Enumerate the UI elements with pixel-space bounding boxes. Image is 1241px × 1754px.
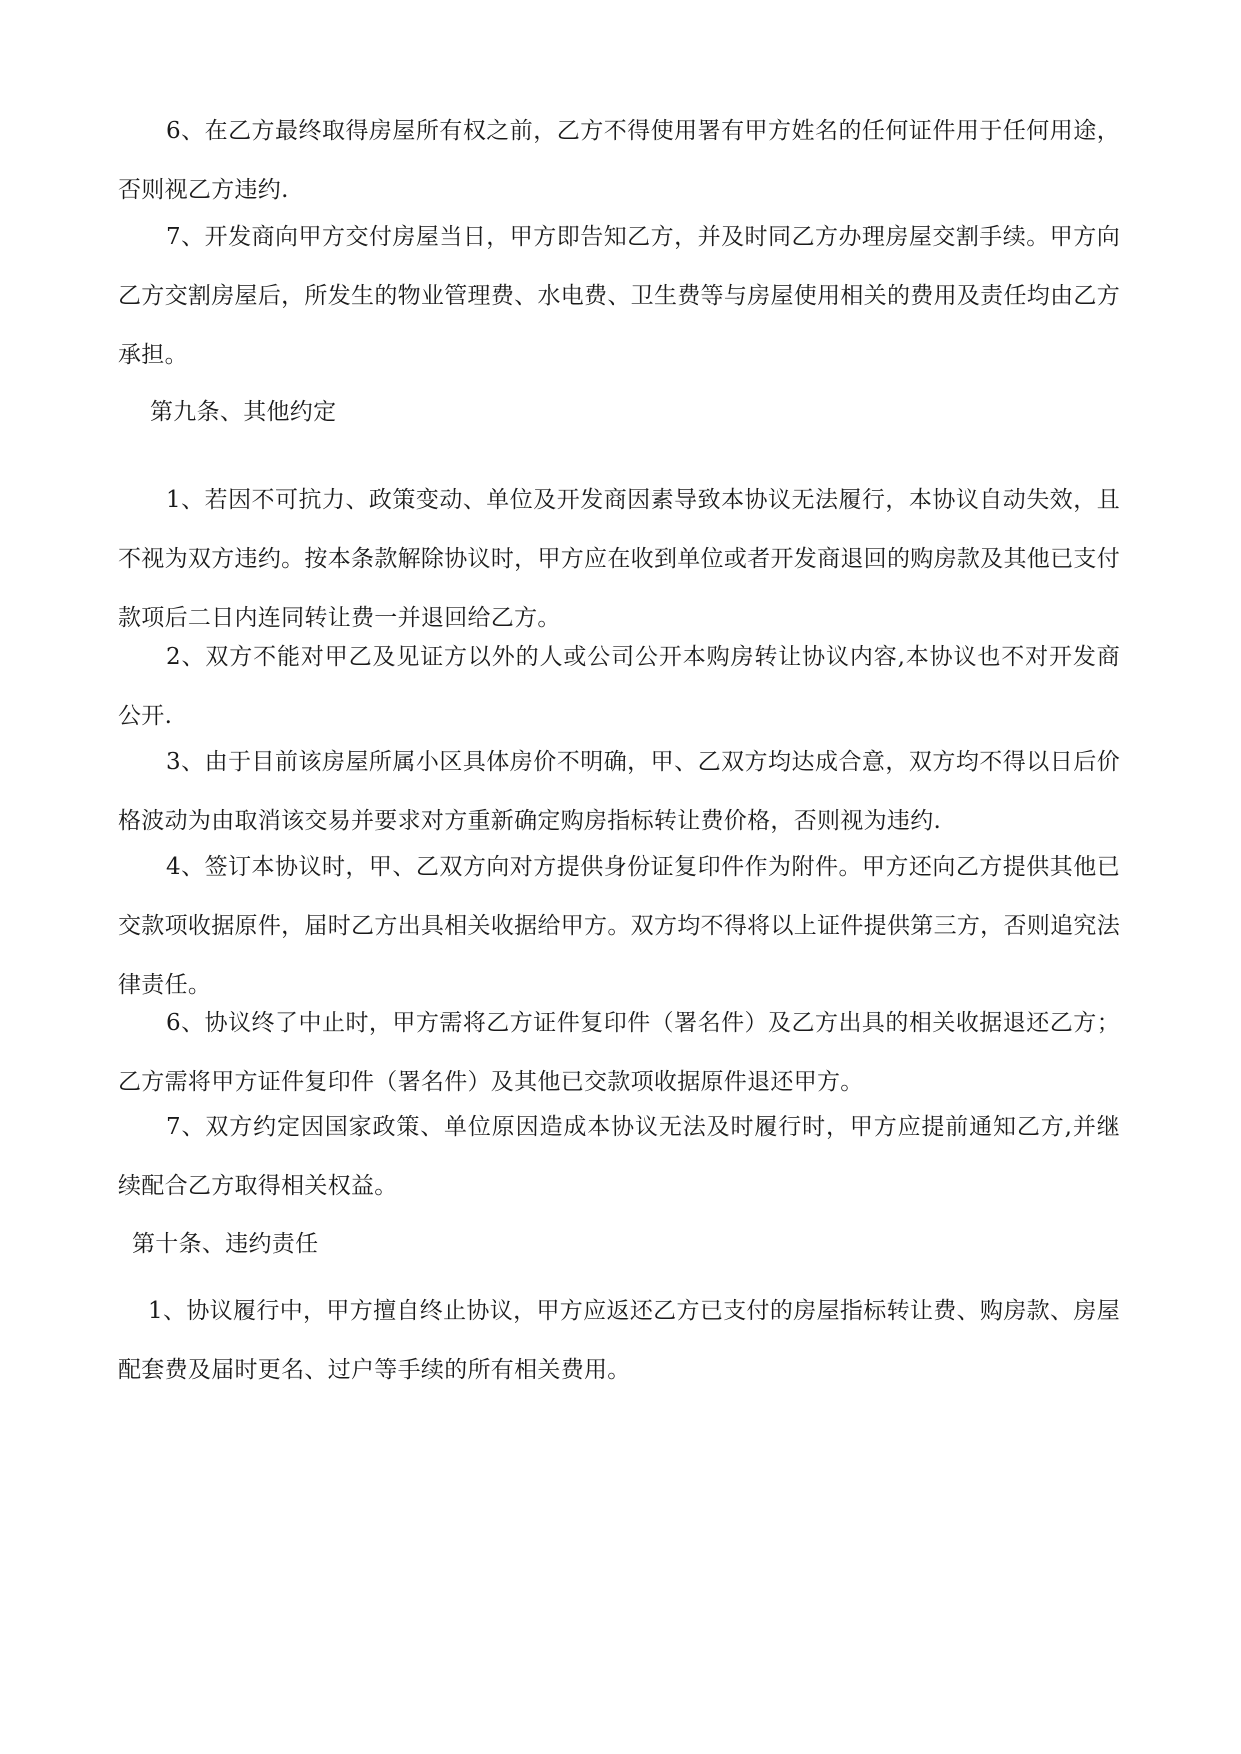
clause-9-1: 1、若因不可抗力、政策变动、单位及开发商因素导致本协议无法履行，本协议自动失效，且不视为双方违约。按本条款解除协议时，甲方应在收到单位或者开发商退回的购房款及其他已支付款项后二日内连同转让费一并退回给乙方。 [118,487,1120,631]
article-9-heading: 第九条、其他约定 [150,399,337,425]
clause-9-7: 7、双方约定因国家政策、单位原因造成本协议无法及时履行时，甲方应提前通知乙方,并继续配合乙方取得相关权益。 [118,1114,1120,1199]
clause-10-1: 1、协议履行中，甲方擅自终止协议，甲方应返还乙方已支付的房屋指标转让费、购房款、房屋配套费及届时更名、过户等手续的所有相关费用。 [118,1298,1120,1383]
article-10-heading: 第十条、违约责任 [132,1231,319,1257]
clause-8-6: 6、在乙方最终取得房屋所有权之前，乙方不得使用署有甲方姓名的任何证件用于任何用途，否则视乙方违约. [118,118,1120,203]
clause-9-4: 4、签订本协议时，甲、乙双方向对方提供身份证复印件作为附件。甲方还向乙方提供其他已交款项收据原件，届时乙方出具相关收据给甲方。双方均不得将以上证件提供第三方，否则追究法律责任。 [118,854,1120,998]
clause-9-3: 3、由于目前该房屋所属小区具体房价不明确，甲、乙双方均达成合意，双方均不得以日后价格波动为由取消该交易并要求对方重新确定购房指标转让费价格，否则视为违约. [118,749,1120,834]
clause-9-2: 2、双方不能对甲乙及见证方以外的人或公司公开本购房转让协议内容,本协议也不对开发商公开. [118,644,1120,729]
clause-8-7: 7、开发商向甲方交付房屋当日，甲方即告知乙方，并及时同乙方办理房屋交割手续。甲方向乙方交割房屋后，所发生的物业管理费、水电费、卫生费等与房屋使用相关的费用及责任均由乙方承担。 [118,224,1120,368]
clause-9-6: 6、协议终了中止时，甲方需将乙方证件复印件（署名件）及乙方出具的相关收据退还乙方；乙方需将甲方证件复印件（署名件）及其他已交款项收据原件退还甲方。 [118,1010,1120,1095]
